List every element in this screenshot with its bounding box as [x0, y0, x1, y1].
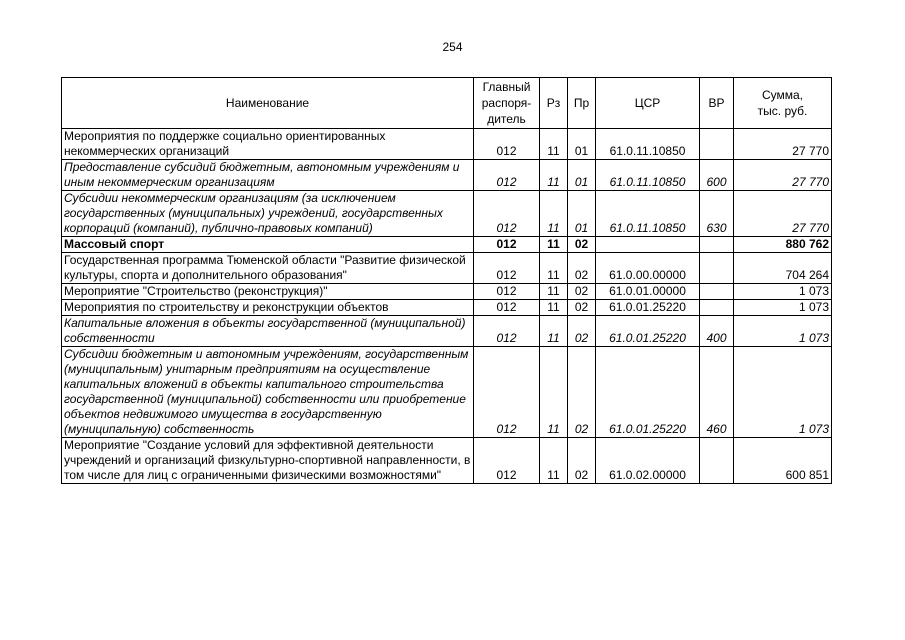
row-name-cell: Мероприятия по строительству и реконструкции объектов	[62, 300, 474, 316]
row-csr-cell: 61.0.01.25220	[596, 347, 700, 438]
row-vr-cell	[700, 284, 734, 300]
header-vr: ВР	[700, 78, 734, 129]
row-name-cell: Мероприятие "Строительство (реконструкция)"	[62, 284, 474, 300]
row-name-cell: Субсидии некоммерческим организациям (за исключением государственных (муниципальных) учреждений, государственных корпораций (компаний), публично-правовых компаний)	[62, 191, 474, 237]
page-number: 254	[442, 40, 463, 54]
table-row	[62, 347, 832, 438]
table-row	[62, 438, 832, 484]
row-csr-cell: 61.0.01.25220	[596, 316, 700, 347]
row-rz-cell: 11	[540, 438, 568, 484]
row-pr-cell: 01	[568, 160, 596, 191]
row-csr-cell: 61.0.01.00000	[596, 284, 700, 300]
header-sum-line1: Сумма,	[761, 88, 804, 102]
row-vr-cell: 400	[700, 316, 734, 347]
budget-table	[61, 77, 832, 484]
row-rz-cell: 11	[540, 300, 568, 316]
header-csr: ЦСР	[596, 78, 700, 129]
table-row	[62, 253, 832, 284]
row-sum-cell: 880 762	[734, 237, 832, 253]
table-row	[62, 129, 832, 160]
row-vr-cell	[700, 300, 734, 316]
row-pr-cell: 02	[568, 284, 596, 300]
row-csr-cell	[596, 237, 700, 253]
row-rz-cell: 11	[540, 191, 568, 237]
row-csr-cell: 61.0.01.25220	[596, 300, 700, 316]
row-glav-cell: 012	[474, 160, 540, 191]
row-glav-cell: 012	[474, 347, 540, 438]
row-pr-cell: 02	[568, 316, 596, 347]
table-row	[62, 160, 832, 191]
row-vr-cell: 630	[700, 191, 734, 237]
row-csr-cell: 61.0.11.10850	[596, 160, 700, 191]
row-name-cell: Предоставление субсидий бюджетным, автономным учреждениям и иным некоммерческим организациям	[62, 160, 474, 191]
table-row	[62, 237, 832, 253]
row-sum-cell: 27 770	[734, 160, 832, 191]
row-rz-cell: 11	[540, 316, 568, 347]
header-sum-line2: тыс. руб.	[757, 104, 808, 118]
header-name: Наименование	[62, 78, 474, 129]
row-vr-cell	[700, 253, 734, 284]
row-sum-cell: 600 851	[734, 438, 832, 484]
row-glav-cell: 012	[474, 129, 540, 160]
header-rz: Рз	[540, 78, 568, 129]
table-row	[62, 191, 832, 237]
row-pr-cell: 02	[568, 438, 596, 484]
row-glav-cell: 012	[474, 191, 540, 237]
row-vr-cell: 460	[700, 347, 734, 438]
row-csr-cell: 61.0.11.10850	[596, 191, 700, 237]
row-pr-cell: 02	[568, 253, 596, 284]
row-rz-cell: 11	[540, 129, 568, 160]
row-vr-cell: 600	[700, 160, 734, 191]
row-csr-cell: 61.0.11.10850	[596, 129, 700, 160]
row-name-cell: Государственная программа Тюменской области "Развитие физической культуры, спорта и дополнительного образования"	[62, 253, 474, 284]
row-sum-cell: 1 073	[734, 300, 832, 316]
table-row	[62, 316, 832, 347]
row-pr-cell: 02	[568, 347, 596, 438]
row-sum-cell: 1 073	[734, 284, 832, 300]
row-name-cell: Субсидии бюджетным и автономным учреждениям, государственным (муниципальным) унитарным предприятиям на осуществление капитальных вложений в объекты капитального строительства государственной (муниципальной) собственности или приобретение объектов недвижимого имущества в государственную (муниципальную) собственность	[62, 347, 474, 438]
row-sum-cell: 1 073	[734, 316, 832, 347]
header-glav-line1: Главный	[482, 80, 531, 94]
row-name-cell: Массовый спорт	[62, 237, 474, 253]
row-pr-cell: 01	[568, 191, 596, 237]
row-glav-cell: 012	[474, 438, 540, 484]
row-glav-cell: 012	[474, 300, 540, 316]
row-csr-cell: 61.0.00.00000	[596, 253, 700, 284]
table-header	[62, 78, 832, 129]
row-pr-cell: 01	[568, 129, 596, 160]
row-rz-cell: 11	[540, 160, 568, 191]
row-name-cell: Мероприятия по поддержке социально ориентированных некоммерческих организаций	[62, 129, 474, 160]
row-sum-cell: 1 073	[734, 347, 832, 438]
row-vr-cell	[700, 129, 734, 160]
row-glav-cell: 012	[474, 316, 540, 347]
row-rz-cell: 11	[540, 284, 568, 300]
header-glav-line3: дитель	[487, 112, 526, 126]
row-name-cell: Капитальные вложения в объекты государственной (муниципальной) собственности	[62, 316, 474, 347]
header-pr: Пр	[568, 78, 596, 129]
row-rz-cell: 11	[540, 253, 568, 284]
table-row	[62, 284, 832, 300]
row-vr-cell	[700, 438, 734, 484]
table-body	[62, 129, 832, 484]
row-rz-cell: 11	[540, 237, 568, 253]
header-glav-line2: распоря-	[481, 96, 532, 110]
row-sum-cell: 704 264	[734, 253, 832, 284]
row-sum-cell: 27 770	[734, 129, 832, 160]
row-glav-cell: 012	[474, 237, 540, 253]
row-name-cell: Мероприятие "Создание условий для эффективной деятельности учреждений и организаций физкультурно-спортивной направленности, в том числе для лиц с ограниченными физическими возможностями"	[62, 438, 474, 484]
row-vr-cell	[700, 237, 734, 253]
row-pr-cell: 02	[568, 300, 596, 316]
row-glav-cell: 012	[474, 253, 540, 284]
row-sum-cell: 27 770	[734, 191, 832, 237]
row-glav-cell: 012	[474, 284, 540, 300]
header-glav	[474, 78, 540, 129]
row-csr-cell: 61.0.02.00000	[596, 438, 700, 484]
table-row	[62, 300, 832, 316]
header-sum	[734, 78, 832, 129]
row-pr-cell: 02	[568, 237, 596, 253]
row-rz-cell: 11	[540, 347, 568, 438]
